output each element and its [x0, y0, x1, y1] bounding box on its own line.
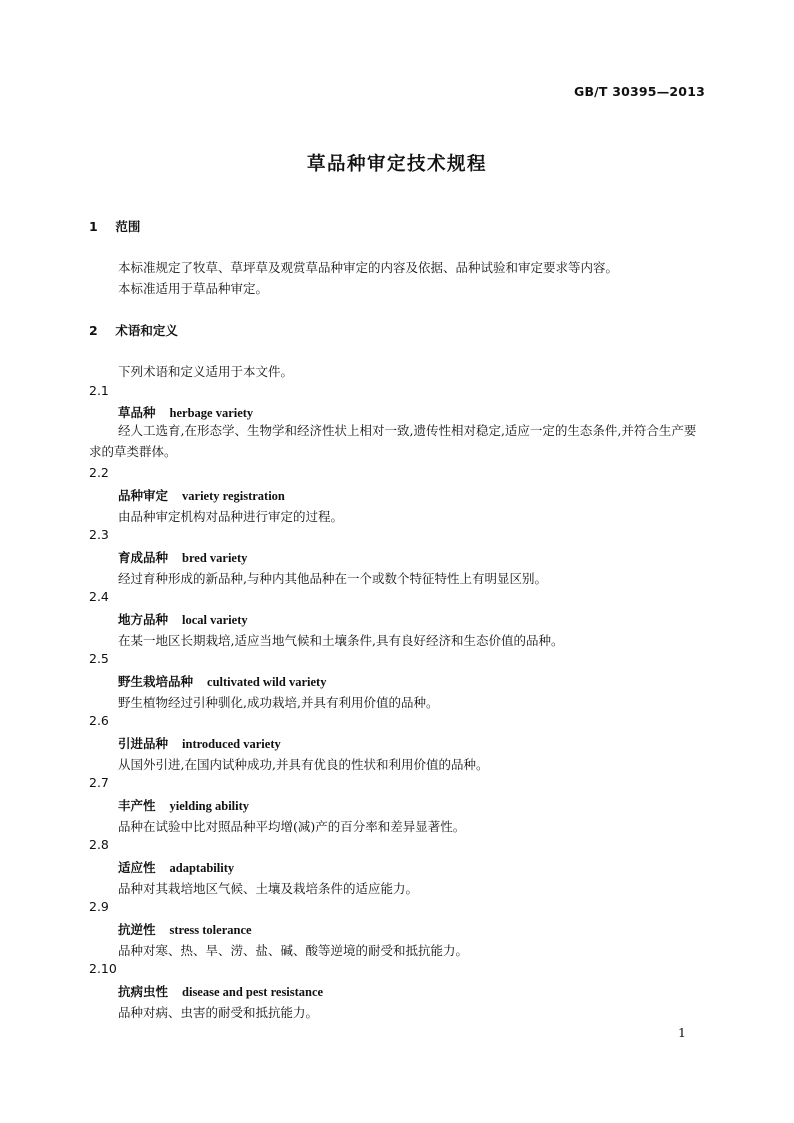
term-en: local variety [182, 613, 248, 627]
term-number: 2.8 [89, 837, 109, 852]
term-entry [118, 796, 249, 814]
term-entry [118, 672, 326, 690]
term-definition: 从国外引进,在国内试种成功,并具有优良的性状和利用价值的品种。 [118, 757, 489, 772]
term-zh: 草品种 [118, 405, 156, 420]
term-zh: 育成品种 [118, 550, 169, 565]
term-en: variety registration [182, 489, 285, 503]
page-number: 1 [678, 1025, 686, 1040]
term-en: introduced variety [182, 737, 281, 751]
term-definition: 品种对寒、热、旱、涝、盐、碱、酸等逆境的耐受和抵抗能力。 [118, 943, 469, 958]
term-number: 2.7 [89, 775, 109, 790]
term-zh: 丰产性 [118, 798, 156, 813]
term-en: yielding ability [169, 799, 250, 813]
paragraph: 本标准规定了牧草、草坪草及观赏草品种审定的内容及依据、品种试验和审定要求等内容。 [118, 260, 619, 275]
term-zh: 野生栽培品种 [118, 674, 194, 689]
section-number: 2 [89, 323, 98, 338]
term-en: cultivated wild variety [207, 675, 327, 689]
section-number: 1 [89, 219, 98, 234]
term-en: bred variety [182, 551, 248, 565]
section-heading-scope [89, 217, 140, 235]
term-zh: 品种审定 [118, 488, 169, 503]
term-en: disease and pest resistance [182, 985, 324, 999]
paragraph: 本标准适用于草品种审定。 [118, 281, 269, 296]
term-zh: 抗逆性 [118, 922, 156, 937]
term-number: 2.9 [89, 899, 109, 914]
term-entry [118, 858, 234, 876]
section-title: 术语和定义 [115, 323, 178, 338]
term-number: 2.6 [89, 713, 109, 728]
term-entry [118, 982, 323, 1000]
term-zh: 引进品种 [118, 736, 169, 751]
document-title: 草品种审定技术规程 [306, 154, 487, 175]
section-title: 范围 [115, 219, 141, 234]
term-entry [118, 734, 281, 752]
term-en: herbage variety [169, 406, 254, 420]
term-entry [118, 548, 247, 566]
term-number: 2.3 [89, 527, 109, 542]
term-entry [118, 403, 253, 421]
term-number: 2.5 [89, 651, 109, 666]
term-entry [118, 486, 285, 504]
term-number: 2.1 [89, 383, 109, 398]
term-definition: 品种对病、虫害的耐受和抵抗能力。 [118, 1005, 319, 1020]
term-definition: 野生植物经过引种驯化,成功栽培,并具有利用价值的品种。 [118, 695, 439, 710]
term-zh: 地方品种 [118, 612, 169, 627]
paragraph: 下列术语和定义适用于本文件。 [118, 364, 294, 379]
term-number: 2.2 [89, 465, 109, 480]
section-heading-terms [89, 321, 178, 339]
term-number: 2.10 [89, 961, 117, 976]
term-zh: 适应性 [118, 860, 156, 875]
term-number: 2.4 [89, 589, 109, 604]
term-definition: 在某一地区长期栽培,适应当地气候和土壤条件,具有良好经济和生态价值的品种。 [118, 633, 564, 648]
term-en: adaptability [169, 861, 235, 875]
term-definition: 品种在试验中比对照品种平均增(减)产的百分率和差异显著性。 [118, 819, 466, 834]
term-en: stress tolerance [169, 923, 252, 937]
term-entry [118, 610, 248, 628]
term-definition: 经过育种形成的新品种,与种内其他品种在一个或数个特征特性上有明显区别。 [118, 571, 547, 586]
term-zh: 抗病虫性 [118, 984, 169, 999]
term-definition: 经人工选育,在形态学、生物学和经济性状上相对一致,遗传性相对稳定,适应一定的生态条件,并符合生产要求的草类群体。 [89, 423, 697, 459]
term-entry [118, 920, 252, 938]
term-definition: 品种对其栽培地区气候、土壤及栽培条件的适应能力。 [118, 881, 419, 896]
standard-number: GB/T 30395—2013 [573, 84, 705, 99]
term-definition: 由品种审定机构对品种进行审定的过程。 [118, 509, 344, 524]
